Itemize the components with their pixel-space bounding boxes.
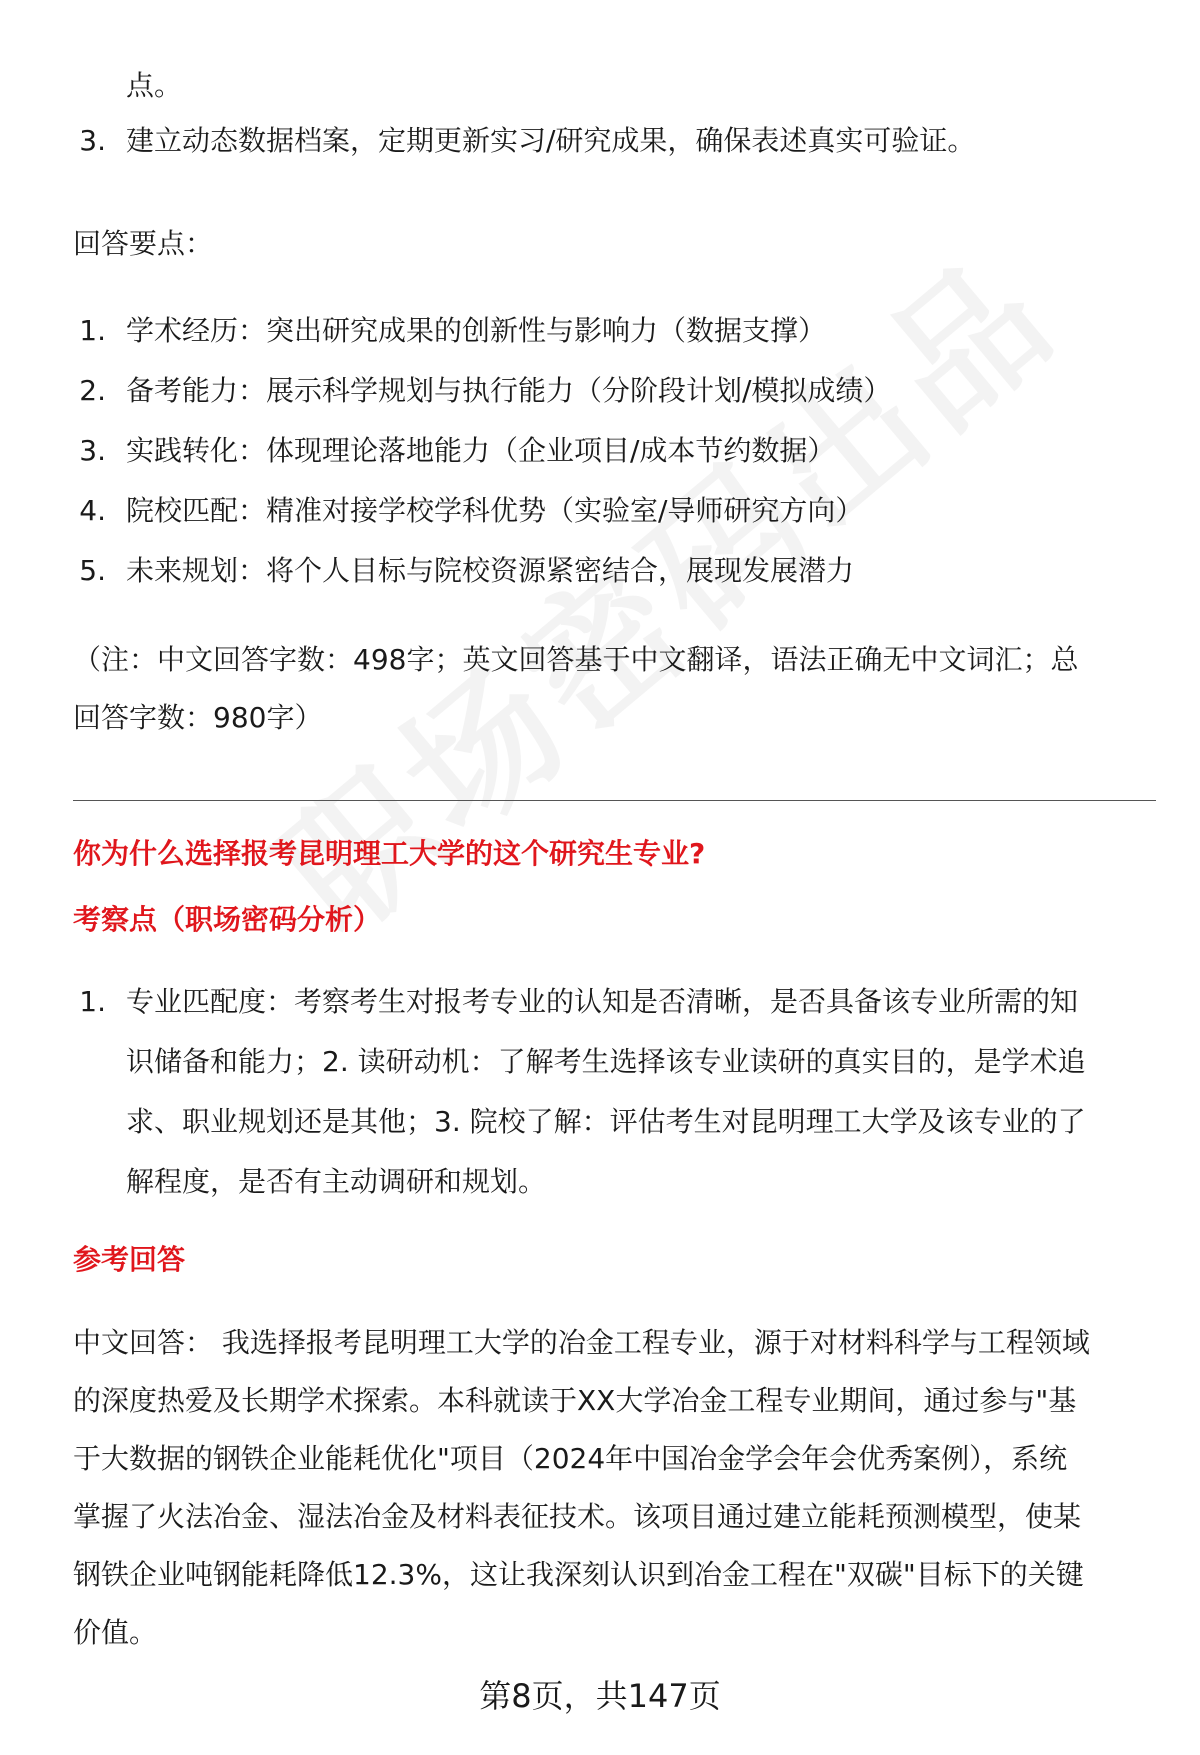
assessment-line: 解程度，是否有主动调研和规划。 xyxy=(126,1165,547,1198)
reference-heading: 参考回答 xyxy=(73,1243,186,1276)
assessment-line: 识储备和能力；2. 读研动机：了解考生选择该专业读研的真实目的，是学术追 xyxy=(126,1045,1086,1078)
list-number: 5. xyxy=(79,554,106,587)
list-number: 3. xyxy=(79,434,106,467)
key-points-heading: 回答要点： xyxy=(73,227,214,260)
page-number: 第8页，共147页 xyxy=(479,1677,721,1715)
list-item-text: 未来规划：将个人目标与院校资源紧密结合，展现发展潜力 xyxy=(126,554,855,587)
list-item-text: 备考能力：展示科学规划与执行能力（分阶段计划/模拟成绩） xyxy=(126,374,892,407)
assessment-heading: 考察点（职场密码分析） xyxy=(73,903,382,936)
assessment-line: 求、职业规划还是其他；3. 院校了解：评估考生对昆明理工大学及该专业的了 xyxy=(126,1105,1086,1138)
answer-line: 于大数据的钢铁企业能耗优化"项目（2024年中国冶金学会年会优秀案例），系统 xyxy=(73,1442,1068,1475)
section-divider xyxy=(73,800,1156,801)
answer-line: 钢铁企业吨钢能耗降低12.3%，这让我深刻认识到冶金工程在"双碳"目标下的关键 xyxy=(73,1558,1084,1591)
answer-line: 的深度热爱及长期学术探索。本科就读于XX大学冶金工程专业期间，通过参与"基 xyxy=(73,1384,1077,1417)
assessment-line: 专业匹配度：考察考生对报考专业的认知是否清晰，是否具备该专业所需的知 xyxy=(126,985,1079,1018)
answer-line: 价值。 xyxy=(73,1616,158,1649)
list-number: 4. xyxy=(79,494,106,527)
list-number: 1. xyxy=(79,985,106,1018)
answer-line: 掌握了火法冶金、湿法冶金及材料表征技术。该项目通过建立能耗预测模型，使某 xyxy=(73,1500,1082,1533)
question-title: 你为什么选择报考昆明理工大学的这个研究生专业? xyxy=(73,837,706,870)
note-line: （注：中文回答字数：498字；英文回答基于中文翻译，语法正确无中文词汇；总 xyxy=(73,643,1079,676)
list-item-text: 建立动态数据档案，定期更新实习/研究成果，确保表述真实可验证。 xyxy=(126,124,976,157)
list-item-text: 学术经历：突出研究成果的创新性与影响力（数据支撑） xyxy=(126,314,827,347)
list-item-text: 院校匹配：精准对接学校学科优势（实验室/导师研究方向） xyxy=(126,494,864,527)
list-number: 1. xyxy=(79,314,106,347)
note-line: 回答字数：980字） xyxy=(73,701,323,734)
continuation-text: 点。 xyxy=(126,69,183,102)
list-item-text: 实践转化：体现理论落地能力（企业项目/成本节约数据） xyxy=(126,434,836,467)
answer-line: 中文回答： 我选择报考昆明理工大学的冶金工程专业，源于对材料科学与工程领域 xyxy=(73,1326,1090,1359)
list-number: 2. xyxy=(79,374,106,407)
list-number: 3. xyxy=(79,124,106,157)
